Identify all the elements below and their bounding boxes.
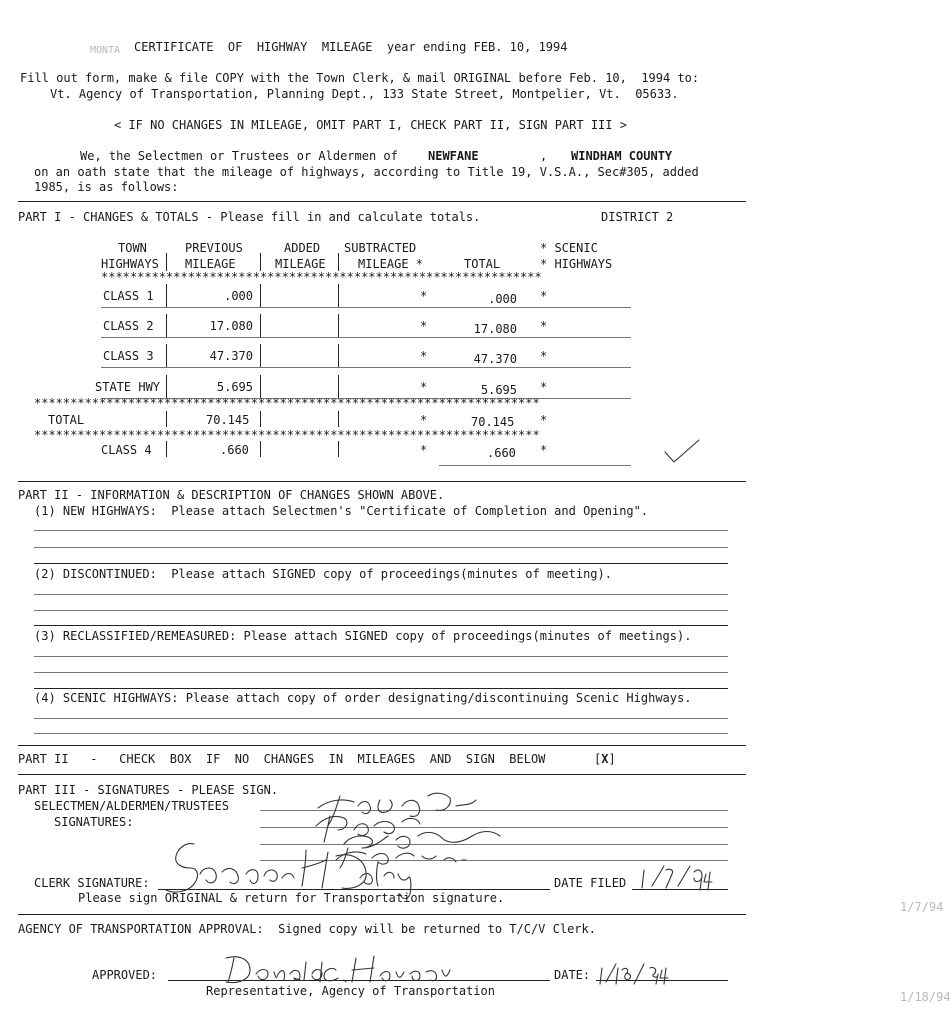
divider <box>18 481 746 482</box>
checkbox-bracket-open: [ <box>594 752 602 766</box>
agency-approval-text: AGENCY OF TRANSPORTATION APPROVAL: Signed copy will be returned to T/C/V Clerk. <box>18 922 596 936</box>
part2-title: PART II - INFORMATION & DESCRIPTION OF CHANGES SHOWN ABOVE. <box>18 488 445 502</box>
part2-item-new-highways: (1) NEW HIGHWAYS: Please attach Selectmen's "Certificate of Completion and Opening". <box>34 504 649 518</box>
approval-date-label: DATE: <box>554 968 591 982</box>
town-name: NEWFANE <box>428 149 479 163</box>
row-label: CLASS 2 <box>103 319 154 333</box>
col-previous-header-2: MILEAGE <box>185 257 236 271</box>
part2-item-scenic: (4) SCENIC HIGHWAYS: Please attach copy of order designating/discontinuing Scenic Highways. <box>34 691 692 705</box>
row-separator <box>166 344 167 368</box>
representative-label: Representative, Agency of Transportation <box>206 984 495 998</box>
total-row-star: * <box>420 413 428 427</box>
row-separator <box>260 314 261 338</box>
page-title: CERTIFICATE OF HIGHWAY MILEAGE year ending FEB. 10, 1994 <box>134 40 568 54</box>
total-row-scenic: * <box>540 413 548 427</box>
oath-line-2: on an oath state that the mileage of highways, according to Title 19, V.S.A., Sec#305, added <box>34 165 699 179</box>
instructions-line-1: Fill out form, make & file COPY with the Town Clerk, & mail ORIGINAL before Feb. 10, 1994 to: <box>20 71 700 85</box>
county-name: WINDHAM COUNTY <box>571 149 673 163</box>
row-previous: 47.370 <box>209 349 253 363</box>
class4-row-star: * <box>420 443 428 457</box>
row-scenic: * <box>540 319 548 333</box>
part3-title: PART III - SIGNATURES - PLEASE SIGN. <box>18 783 279 797</box>
total-row-label: TOTAL <box>48 413 85 427</box>
part3-subtitle-2: SIGNATURES: <box>54 815 134 829</box>
blank-line <box>34 530 728 531</box>
divider <box>18 914 746 915</box>
col-previous-header-1: PREVIOUS <box>185 241 243 255</box>
part3-subtitle-1: SELECTMEN/ALDERMEN/TRUSTEES <box>34 799 230 813</box>
header-separator <box>338 253 339 271</box>
blank-line <box>34 610 728 611</box>
col-total-header: TOTAL <box>464 257 501 271</box>
blank-line <box>34 718 728 719</box>
checkbox-mark: X <box>601 752 609 766</box>
clerk-note: Please sign ORIGINAL & return for Transportation signature. <box>78 891 505 905</box>
class4-row-label: CLASS 4 <box>101 443 152 457</box>
row-separator <box>338 284 339 308</box>
row-separator <box>338 441 339 457</box>
date-filed-value: 1/7/94 <box>900 900 944 914</box>
asterisk-rule: ************************************************************* <box>101 270 542 284</box>
row-label: CLASS 3 <box>103 349 154 363</box>
ghost-prefix-text: MONTA <box>90 45 121 56</box>
row-previous: 17.080 <box>209 319 253 333</box>
part2-item-discontinued: (2) DISCONTINUED: Please attach SIGNED copy of proceedings(minutes of meeting). <box>34 567 612 581</box>
row-scenic: * <box>540 349 548 363</box>
blank-line <box>34 656 728 657</box>
row-total: 17.080 <box>473 322 517 336</box>
row-underline <box>101 337 631 338</box>
total-row-total: 70.145 <box>471 415 515 429</box>
row-scenic: * <box>540 380 548 394</box>
instructions-line-2: Vt. Agency of Transportation, Planning Dept., 133 State Street, Montpelier, Vt. 05633. <box>50 87 679 101</box>
col-town-header-2: HIGHWAYS <box>101 257 159 271</box>
row-separator <box>260 284 261 308</box>
row-total: .000 <box>488 292 517 306</box>
row-underline <box>101 307 631 308</box>
oath-comma: , <box>540 149 548 163</box>
total-row-previous: 70.145 <box>206 413 250 427</box>
col-added-header-1: ADDED <box>284 241 321 255</box>
row-label: CLASS 1 <box>103 289 154 303</box>
no-changes-checkbox[interactable] <box>594 752 616 766</box>
row-total: 5.695 <box>480 383 517 397</box>
row-label: STATE HWY <box>95 380 161 394</box>
col-town-header-1: TOWN <box>118 241 147 255</box>
col-subtracted-header-1: SUBTRACTED <box>344 241 417 255</box>
row-previous: .000 <box>224 289 253 303</box>
blank-line <box>34 625 728 626</box>
checkbox-bracket-close: ] <box>608 752 616 766</box>
oath-line-3: 1985, is as follows: <box>34 180 179 194</box>
class4-row-total: .660 <box>487 446 516 460</box>
part1-title: PART I - CHANGES & TOTALS - Please fill in and calculate totals. <box>18 210 481 224</box>
row-star: * <box>420 349 428 363</box>
col-added-header-2: MILEAGE <box>275 257 326 271</box>
date-filed-handwritten-icon <box>636 862 716 892</box>
approver-signature-icon <box>220 952 460 986</box>
row-total: 47.370 <box>473 352 517 366</box>
col-scenic-header-2: * HIGHWAYS <box>540 257 613 271</box>
col-scenic-header-1: * SCENIC <box>540 241 598 255</box>
blank-line <box>34 547 728 548</box>
part2-check-text: PART II - CHECK BOX IF NO CHANGES IN MILEAGES AND SIGN BELOW <box>18 752 546 766</box>
approval-date-handwritten-icon <box>596 962 676 986</box>
divider <box>18 774 746 775</box>
row-separator <box>166 411 167 427</box>
class4-row-scenic: * <box>540 443 548 457</box>
row-separator <box>166 314 167 338</box>
row-separator <box>338 344 339 368</box>
row-star: * <box>420 319 428 333</box>
row-previous: 5.695 <box>216 380 253 394</box>
asterisk-rule: ********************************************************************** <box>34 396 540 410</box>
district-label: DISTRICT 2 <box>601 210 674 224</box>
asterisk-rule: ********************************************************************** <box>34 428 540 442</box>
clerk-signature-label: CLERK SIGNATURE: <box>34 876 150 890</box>
blank-line <box>34 563 728 564</box>
blank-line <box>34 733 728 734</box>
no-changes-notice: < IF NO CHANGES IN MILEAGE, OMIT PART I, CHECK PART II, SIGN PART III > <box>114 118 627 132</box>
approved-label: APPROVED: <box>92 968 158 982</box>
row-separator <box>260 344 261 368</box>
class4-row-previous: .660 <box>220 443 249 457</box>
col-subtracted-header-2: MILEAGE * <box>358 257 424 271</box>
row-underline <box>101 367 631 368</box>
date-filed-label: DATE FILED <box>554 876 627 890</box>
row-separator <box>166 284 167 308</box>
blank-line <box>34 672 728 673</box>
row-scenic: * <box>540 289 548 303</box>
header-separator <box>260 253 261 271</box>
row-star: * <box>420 380 428 394</box>
row-separator <box>338 411 339 427</box>
row-separator <box>166 441 167 457</box>
oath-line-1: We, the Selectmen or Trustees or Aldermen of <box>80 149 398 163</box>
blank-line <box>34 594 728 595</box>
row-star: * <box>420 289 428 303</box>
part2-item-reclassified: (3) RECLASSIFIED/REMEASURED: Please attach SIGNED copy of proceedings(minutes of meetings). <box>34 629 692 643</box>
row-underline <box>439 465 631 466</box>
row-separator <box>260 441 261 457</box>
row-separator <box>260 411 261 427</box>
header-separator <box>166 253 167 271</box>
checkmark-icon <box>662 436 702 466</box>
divider <box>18 745 746 746</box>
blank-line <box>34 688 728 689</box>
approval-date-value: 1/18/94 <box>900 990 951 1004</box>
row-separator <box>338 314 339 338</box>
divider <box>18 201 746 202</box>
